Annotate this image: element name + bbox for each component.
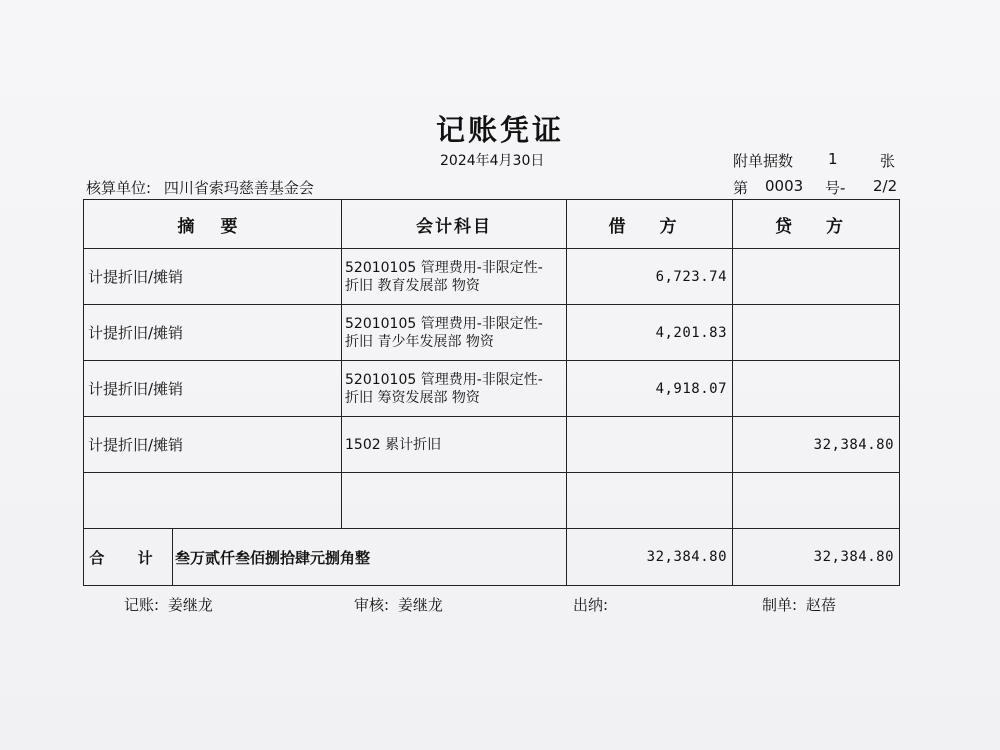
total-amount-words: 叁万贰仟叁佰捌拾肆元捌角整	[173, 529, 567, 586]
row-credit	[733, 305, 900, 361]
total-label: 合 计	[84, 529, 173, 586]
row-summary: 计提折旧/摊销	[84, 249, 342, 305]
header-credit: 贷 方	[733, 200, 900, 249]
row-summary: 计提折旧/摊销	[84, 361, 342, 417]
bookkeeper-name: 姜继龙	[167, 596, 213, 614]
table-row	[84, 249, 900, 305]
accounting-unit-label: 核算单位:	[86, 179, 152, 197]
row-subject-line2: 折旧 青少年发展部 物资	[345, 333, 494, 350]
row-debit	[567, 417, 733, 473]
row-debit: 6,723.74	[567, 249, 733, 305]
row-subject-line2: 折旧 教育发展部 物资	[345, 277, 480, 294]
row-debit	[567, 473, 733, 529]
row-summary: 计提折旧/摊销	[84, 305, 342, 361]
table-header-row	[84, 200, 900, 249]
header-summary: 摘 要	[84, 200, 342, 249]
attachments-label: 附单据数	[733, 152, 794, 170]
row-subject-line1: 52010105 管理费用-非限定性-	[345, 259, 543, 276]
accounting-unit-name: 四川省索玛慈善基金会	[163, 179, 314, 197]
row-subject-line1: 52010105 管理费用-非限定性-	[345, 371, 543, 388]
voucher-number-value: 0003	[765, 177, 804, 195]
table-row	[84, 417, 900, 473]
table-row	[84, 361, 900, 417]
row-credit	[733, 361, 900, 417]
row-subject	[342, 305, 567, 361]
total-debit: 32,384.80	[567, 529, 733, 586]
total-credit: 32,384.80	[733, 529, 900, 586]
preparer-signature	[762, 594, 836, 615]
voucher-number-page: 2/2	[873, 177, 898, 195]
row-subject-line1: 52010105 管理费用-非限定性-	[345, 315, 543, 332]
row-summary	[84, 473, 342, 529]
row-subject	[342, 417, 567, 473]
row-debit: 4,918.07	[567, 361, 733, 417]
bookkeeper-label: 记账:	[124, 596, 160, 614]
preparer-name: 赵蓓	[805, 596, 836, 614]
voucher-date: 2024年4月30日	[440, 153, 545, 169]
row-subject	[342, 249, 567, 305]
row-subject	[342, 473, 567, 529]
reviewer-signature	[354, 594, 443, 615]
reviewer-label: 审核:	[354, 596, 390, 614]
voucher-number-prefix: 第	[733, 179, 749, 197]
header-subject: 会计科目	[342, 200, 567, 249]
accounting-unit	[86, 177, 314, 198]
preparer-label: 制单:	[762, 596, 798, 614]
voucher-table	[83, 199, 900, 586]
bookkeeper-signature	[124, 594, 213, 615]
row-subject	[342, 361, 567, 417]
row-credit	[733, 249, 900, 305]
cashier-label: 出纳:	[573, 596, 609, 614]
voucher-number-suffix: 号-	[825, 179, 846, 197]
row-summary: 计提折旧/摊销	[84, 417, 342, 473]
cashier-signature	[573, 594, 612, 615]
attachments-unit: 张	[880, 152, 896, 170]
header-debit: 借 方	[567, 200, 733, 249]
voucher-title: 记账凭证	[435, 113, 564, 147]
attachments-count: 1	[828, 150, 838, 168]
row-credit	[733, 473, 900, 529]
row-subject-line2: 折旧 筹资发展部 物资	[345, 389, 480, 406]
total-row	[84, 529, 900, 586]
row-credit: 32,384.80	[733, 417, 900, 473]
reviewer-name: 姜继龙	[397, 596, 443, 614]
table-row	[84, 305, 900, 361]
table-row-empty	[84, 473, 900, 529]
row-subject-line1: 1502 累计折旧	[345, 436, 442, 453]
row-debit: 4,201.83	[567, 305, 733, 361]
